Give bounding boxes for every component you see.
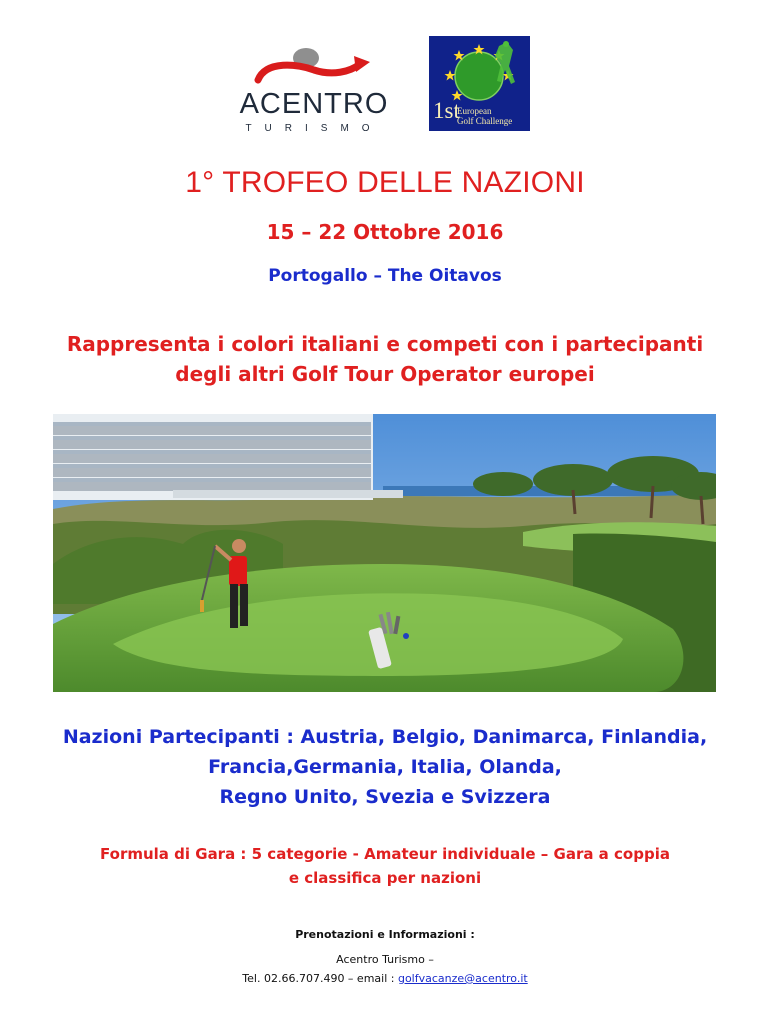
competition-format: [0, 842, 770, 890]
formula-line-2: e classifica per nazioni: [288, 869, 482, 887]
booking-info-label: Prenotazioni e Informazioni :: [295, 928, 475, 941]
event-dates: 15 – 22 Ottobre 2016: [266, 220, 504, 244]
page-title: 1° TROFEO DELLE NAZIONI: [185, 166, 585, 199]
phone-text: Tel. 02.66.707.490 – email :: [242, 972, 398, 985]
european-golf-challenge-logo: [429, 36, 530, 131]
tagline: [0, 329, 770, 389]
email-link[interactable]: golfvacanze@acentro.it: [397, 972, 528, 985]
event-venue: Portogallo – The Oitavos: [268, 266, 502, 286]
participating-nations: [0, 722, 770, 812]
acentro-subtitle: TURISMO: [245, 123, 383, 134]
egc-first: 1st: [433, 98, 460, 123]
acentro-turismo-logo: [236, 46, 392, 138]
egc-line1: European: [457, 106, 492, 116]
swoosh-icon: [236, 46, 392, 90]
golf-course-photo-icon: [53, 414, 716, 692]
nations-line-2: Francia,Germania, Italia, Olanda,: [208, 756, 562, 778]
nations-line-1: Nazioni Partecipanti : Austria, Belgio, Danimarca, Finlandia,: [62, 726, 708, 748]
contact-line: [0, 970, 770, 988]
acentro-wordmark: ACENTRO: [239, 88, 389, 120]
golf-course-photo: [53, 414, 716, 692]
formula-line-1: Formula di Gara : 5 categorie - Amateur individuale – Gara a coppia: [100, 845, 670, 863]
egc-line2: Golf Challenge: [457, 116, 513, 126]
tagline-line-2: degli altri Golf Tour Operator europei: [175, 362, 595, 386]
company-name: Acentro Turismo –: [336, 953, 434, 966]
nations-line-3: Regno Unito, Svezia e Svizzera: [219, 786, 551, 808]
tagline-line-1: Rappresenta i colori italiani e competi con i partecipanti: [66, 332, 704, 356]
